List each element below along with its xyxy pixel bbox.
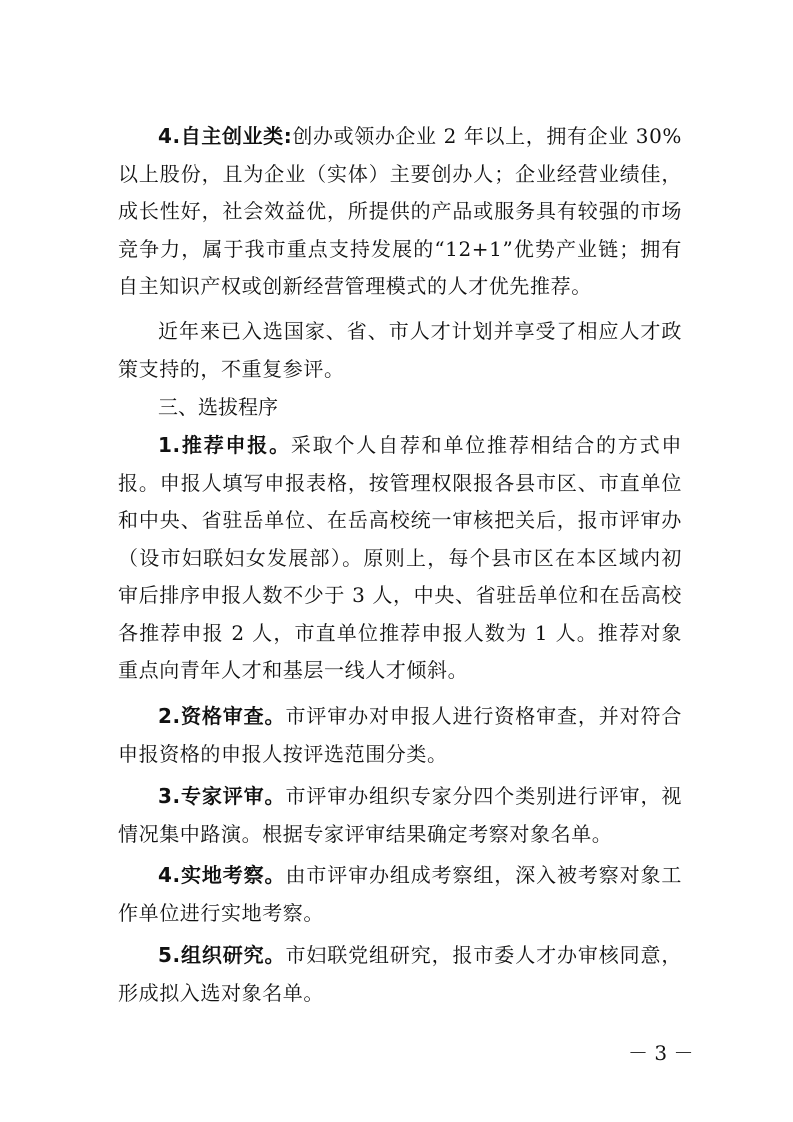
step-organization-study-text: 市妇联党组研究，报市委人才办审核同意，形成拟入选对象名单。 <box>118 943 682 1005</box>
step-qualification-label: 2.资格审查。 <box>158 704 286 728</box>
paragraph-entrepreneur <box>118 118 682 306</box>
entrepreneur-label: 4.自主创业类: <box>158 124 293 148</box>
step-qualification <box>118 698 682 773</box>
section-heading: 三、选拔程序 <box>158 395 278 419</box>
step-recommend <box>118 427 682 690</box>
step-recommend-label: 1.推荐申报。 <box>158 433 291 457</box>
paragraph-note: 近年来已入选国家、省、市人才计划并享受了相应人才政策支持的，不重复参评。 <box>118 319 682 381</box>
step-organization-study-label: 5.组织研究。 <box>158 943 286 967</box>
step-expert-review-text: 市评审办组织专家分四个类别进行评审，视情况集中路演。根据专家评审结果确定考察对象名单。 <box>118 784 682 846</box>
page-number: － 3 － <box>628 1041 694 1065</box>
step-expert-review <box>118 778 682 853</box>
step-site-inspection <box>118 857 682 932</box>
step-organization-study <box>118 937 682 1012</box>
step-recommend-text: 采取个人自荐和单位推荐相结合的方式申报。申报人填写申报表格，按管理权限报各县市区、市直单位和中央、省驻岳单位、在岳高校统一审核把关后，报市评审办（设市妇联妇女发展部）。原则上，每个县市区在本区域内初审后排序申报人数不少于 3 人，中央、省驻岳单位和在岳高校各推荐申报 2 人，市直单位推荐申报人数为 1 人。推荐对象重点向青年人才和基层一线人才倾斜。 <box>118 433 682 682</box>
step-expert-review-label: 3.专家评审。 <box>158 784 286 808</box>
step-site-inspection-text: 由市评审办组成考察组，深入被考察对象工作单位进行实地考察。 <box>118 863 682 925</box>
entrepreneur-text: 创办或领办企业 2 年以上，拥有企业 30%以上股份，且为企业（实体）主要创办人；企业经营业绩佳，成长性好，社会效益优，所提供的产品或服务具有较强的市场竞争力，属于我市重点支持发展的“12+1”优势产业链；拥有自主知识产权或创新经营管理模式的人才优先推荐。 <box>118 124 683 298</box>
step-qualification-text: 市评审办对申报人进行资格审查，并对符合申报资格的申报人按评选范围分类。 <box>118 704 682 766</box>
step-site-inspection-label: 4.实地考察。 <box>158 863 286 887</box>
